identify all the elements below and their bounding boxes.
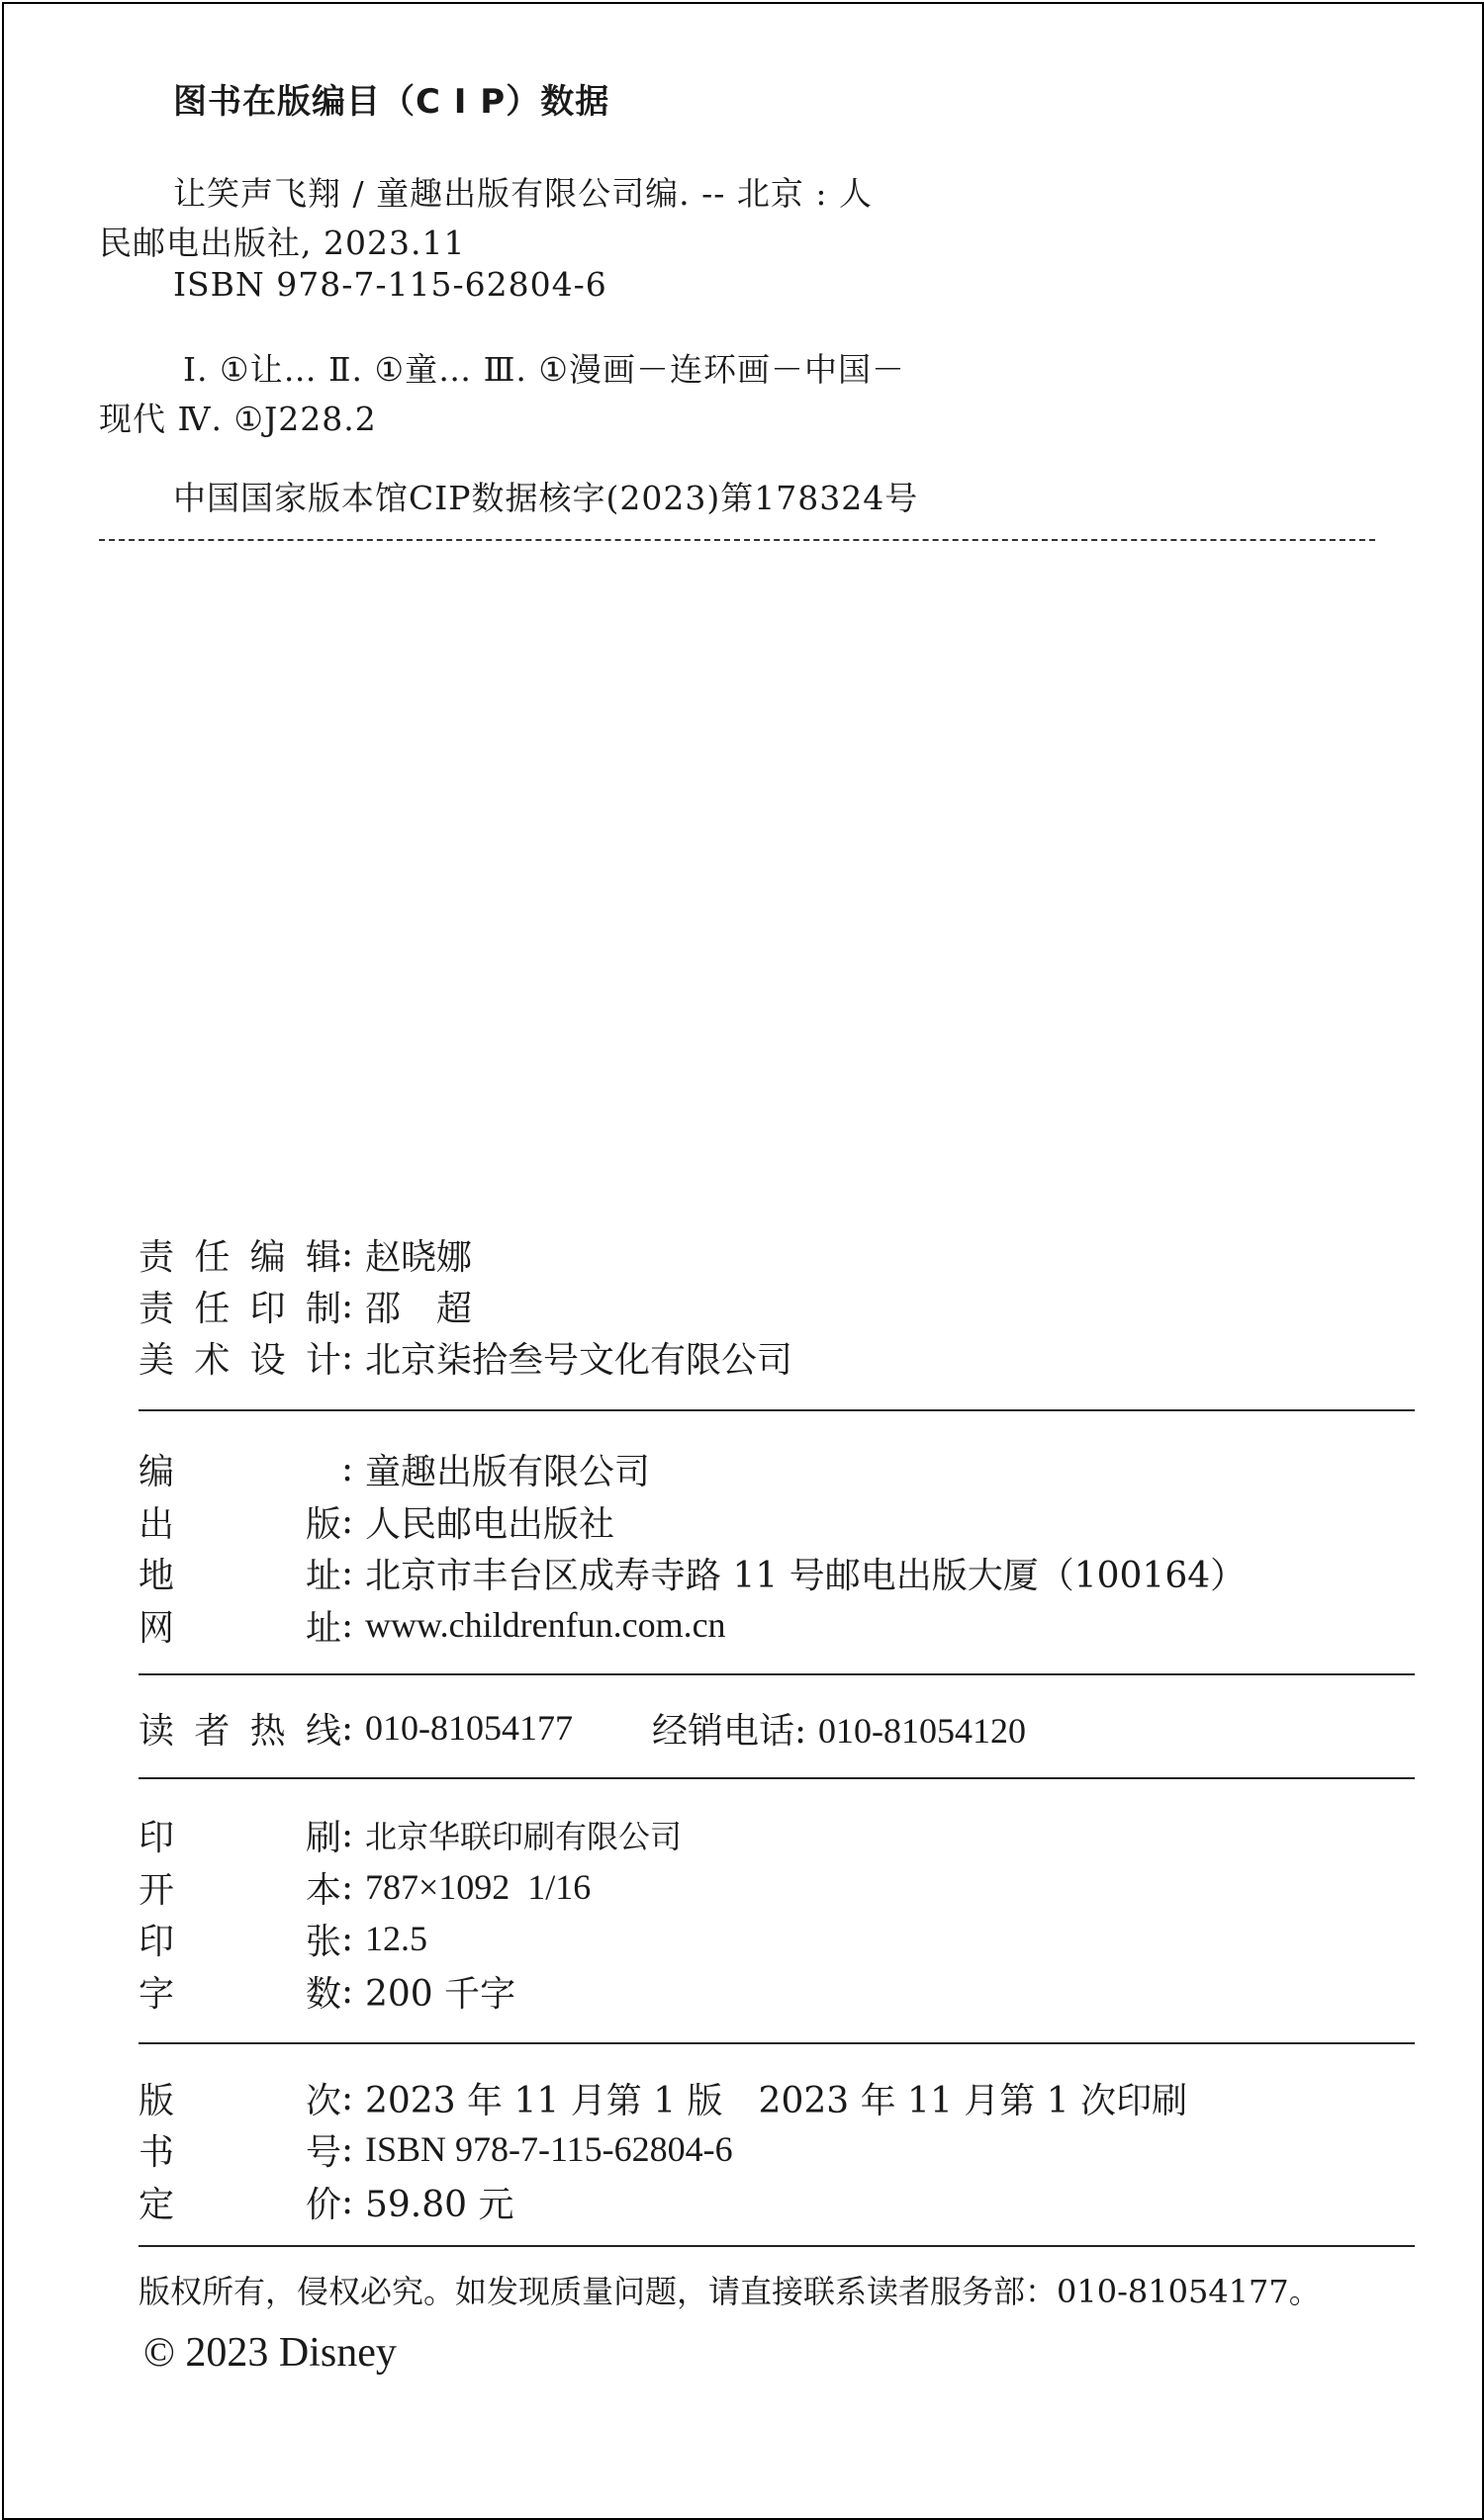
row-compiler: 编 : 童趣出版有限公司 [139, 1446, 650, 1491]
row-art-design: 美术设计 : 北京柒拾叁号文化有限公司 [139, 1334, 792, 1380]
row-address: 地址 : 北京市丰台区成寿寺路 11 号邮电出版大厦（100164） [139, 1550, 1246, 1595]
sheets-value: 12.5 [365, 1919, 427, 1958]
format-label: 开本 [139, 1869, 341, 1911]
publisher-label: 出版 [139, 1503, 341, 1545]
row-sheets: 印张 : 12.5 [139, 1916, 427, 1961]
website-label: 网址 [139, 1607, 341, 1649]
cip-classification-line: Ⅰ. ①让… Ⅱ. ①童… Ⅲ. ①漫画－连环画－中国－ [183, 350, 905, 389]
publisher-value: 人民邮电出版社 [365, 1503, 615, 1545]
editor-label: 责任编辑 [139, 1236, 341, 1278]
word-count-value: 200 千字 [365, 1973, 516, 2015]
row-editor: 责任编辑 : 赵晓娜 [139, 1231, 472, 1277]
row-edition: 版次 : 2023 年 11 月第 1 版 2023 年 11 月第 1 次印刷 [139, 2075, 1187, 2120]
cip-isbn-line: ISBN 978-7-115-62804-6 [173, 265, 607, 304]
copyright-line: © 2023 Disney [143, 2330, 397, 2376]
editor-value: 赵晓娜 [365, 1236, 473, 1278]
dashed-divider [99, 539, 1375, 541]
divider-1 [139, 1409, 1415, 1411]
print-manager-value: 邵 超 [365, 1288, 473, 1329]
sheets-label: 印张 [139, 1921, 341, 1962]
print-manager-label: 责任印制 [139, 1288, 341, 1329]
sales-phone-label: 经销电话 [652, 1710, 795, 1752]
compiler-label: 编 [139, 1451, 175, 1492]
cip-line-2: 民邮电出版社, 2023.11 [99, 224, 466, 262]
printer-label: 印刷 [139, 1817, 341, 1858]
format-value: 787×1092 1/16 [365, 1867, 592, 1907]
address-value: 北京市丰台区成寿寺路 11 号邮电出版大厦（100164） [365, 1555, 1247, 1596]
row-print-manager: 责任印制 : 邵 超 [139, 1283, 472, 1328]
art-design-value: 北京柒拾叁号文化有限公司 [365, 1339, 793, 1381]
row-word-count: 字数 : 200 千字 [139, 1968, 515, 2014]
cip-classification-line-2: 现代 Ⅳ. ①J228.2 [99, 400, 377, 438]
sales-phone-value: 010-81054120 [818, 1710, 1027, 1751]
row-website: 网址 : www.childrenfun.com.cn [139, 1602, 726, 1648]
copyright-notice: 版权所有，侵权必究。如发现质量问题，请直接联系读者服务部：010-81054177。 [139, 2273, 1321, 2310]
row-format: 开本 : 787×1092 1/16 [139, 1864, 591, 1910]
divider-2 [139, 1673, 1415, 1675]
art-design-label: 美术设计 [139, 1339, 341, 1381]
cip-line-1: 让笑声飞翔 / 童趣出版有限公司编. -- 北京 : 人 [173, 174, 873, 213]
address-label: 地址 [139, 1555, 341, 1596]
isbn-label: 书号 [139, 2131, 341, 2173]
printer-value: 北京华联印刷有限公司 [365, 1818, 683, 1855]
website-value: www.childrenfun.com.cn [365, 1605, 726, 1645]
price-label: 定价 [139, 2184, 341, 2225]
row-isbn: 书号 : ISBN 978-7-115-62804-6 [139, 2126, 733, 2172]
row-hotlines: 读者热线 : 010-81054177 经销电话: 010-81054120 [139, 1705, 1026, 1751]
cip-record-number: 中国国家版本馆CIP数据核字(2023)第178324号 [173, 479, 919, 517]
row-publisher: 出版 : 人民邮电出版社 [139, 1498, 614, 1544]
reader-hotline-label: 读者热线 [139, 1710, 341, 1752]
compiler-value: 童趣出版有限公司 [365, 1451, 651, 1492]
divider-3 [139, 1777, 1415, 1779]
divider-5 [139, 2245, 1415, 2247]
cip-title: 图书在版编目（C I P）数据 [173, 82, 610, 122]
edition-value: 2023 年 11 月第 1 版 2023 年 11 月第 1 次印刷 [365, 2080, 1188, 2121]
price-value: 59.80 元 [365, 2184, 514, 2225]
reader-hotline-value: 010-81054177 [365, 1708, 573, 1748]
isbn-value: ISBN 978-7-115-62804-6 [365, 2129, 733, 2169]
word-count-label: 字数 [139, 1973, 341, 2015]
row-price: 定价 : 59.80 元 [139, 2179, 514, 2224]
row-printer: 印刷 : 北京华联印刷有限公司 [139, 1812, 682, 1857]
edition-label: 版次 [139, 2080, 341, 2121]
divider-4 [139, 2042, 1415, 2044]
